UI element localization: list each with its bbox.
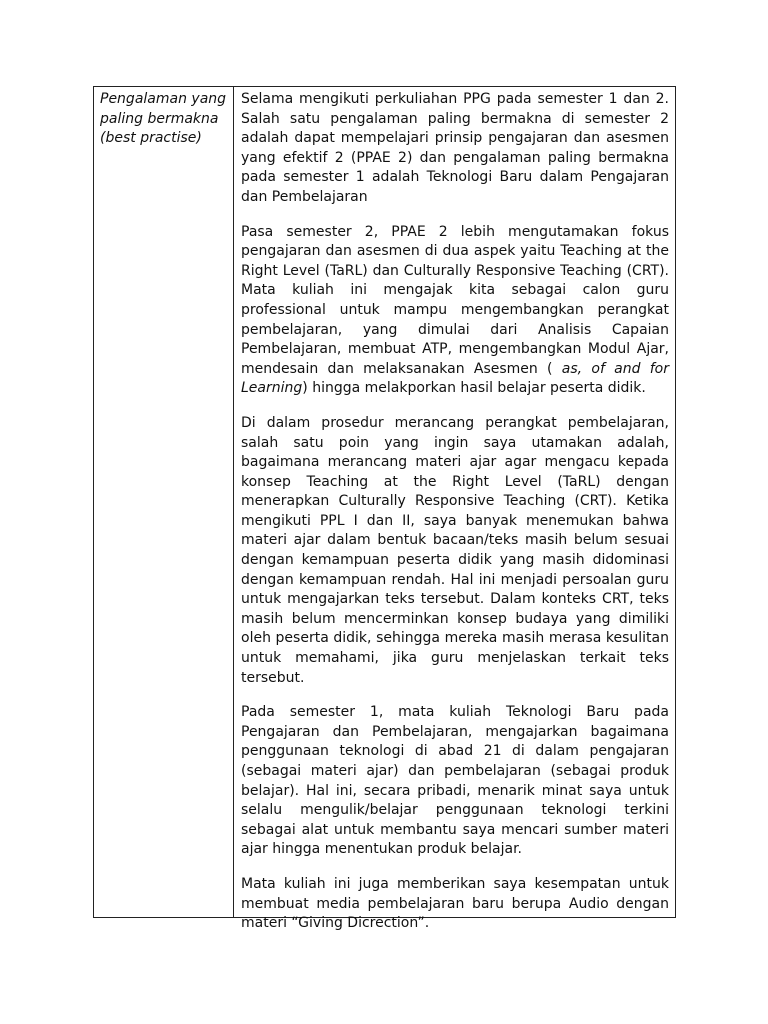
paragraph-4: Pada semester 1, mata kuliah Teknologi Baru pada Pengajaran dan Pembelajaran, mengajarkan bagaimana penggunaan teknologi di abad 21 di dalam pengajaran (sebagai materi ajar) dan pembelajaran (sebagai produk belajar). Hal ini, secara pribadi, menarik minat saya untuk selalu mengulik/belajar penggunaan teknologi terkini sebagai alat untuk membantu saya mencari sumber materi ajar hingga menentukan produk belajar. <box>241 704 669 858</box>
paragraph-2-italic-phrase: as, of and for Learning <box>241 360 669 397</box>
content-cell <box>241 90 669 934</box>
row-label-text: Pengalaman yang paling bermakna (best practise) <box>100 91 227 147</box>
paragraph-1: Selama mengikuti perkuliahan PPG pada semester 1 dan 2. Salah satu pengalaman paling bermakna di semester 2 adalah dapat mempelajari prinsip pengajaran dan asesmen yang efektif 2 (PPAE 2) dan pengalaman paling bermakna pada semester 1 adalah Teknologi Baru dalam Pengajaran dan Pembelajaran <box>241 91 669 205</box>
row-label-cell <box>100 90 228 149</box>
column-divider <box>233 87 234 917</box>
paragraph-2 <box>241 223 669 399</box>
paragraph-5: Mata kuliah ini juga memberikan saya kesempatan untuk membuat media pembelajaran baru berupa Audio dengan materi “Giving Dicrection”. <box>241 875 669 932</box>
paragraph-2-text-b: ) hingga melakporkan hasil belajar peserta didik. <box>302 380 646 397</box>
paragraph-2-text-a: Pasa semester 2, PPAE 2 lebih mengutamakan fokus pengajaran dan asesmen di dua aspek yaitu Teaching at the Right Level (TaRL) dan Culturally Responsive Teaching (CRT). Mata kuliah ini mengajak kita sebagai calon guru professional untuk mampu mengembangkan perangkat pembelajaran, yang dimulai dari Analisis Capaian Pembelajaran, membuat ATP, mengembangkan Modul Ajar, mendesain dan melaksanakan Asesmen ( <box>241 223 669 377</box>
reflection-table <box>93 86 676 932</box>
paragraph-3: Di dalam prosedur merancang perangkat pembelajaran, salah satu poin yang ingin saya utamakan adalah, bagaimana merancang materi ajar agar mengacu kepada konsep Teaching at the Right Level (TaRL) dengan menerapkan Culturally Responsive Teaching (CRT). Ketika mengikuti PPL I dan II, saya banyak menemukan bahwa materi ajar dalam bentuk bacaan/teks masih belum sesuai dengan kemampuan peserta didik yang masih didominasi dengan kemampuan rendah. Hal ini menjadi persoalan guru untuk mengajarkan teks tersebut. Dalam konteks CRT, teks masih belum mencerminkan konsep budaya yang dimiliki oleh peserta didik, sehingga mereka masih merasa kesulitan untuk memahami, jika guru menjelaskan terkait teks tersebut. <box>241 414 669 686</box>
